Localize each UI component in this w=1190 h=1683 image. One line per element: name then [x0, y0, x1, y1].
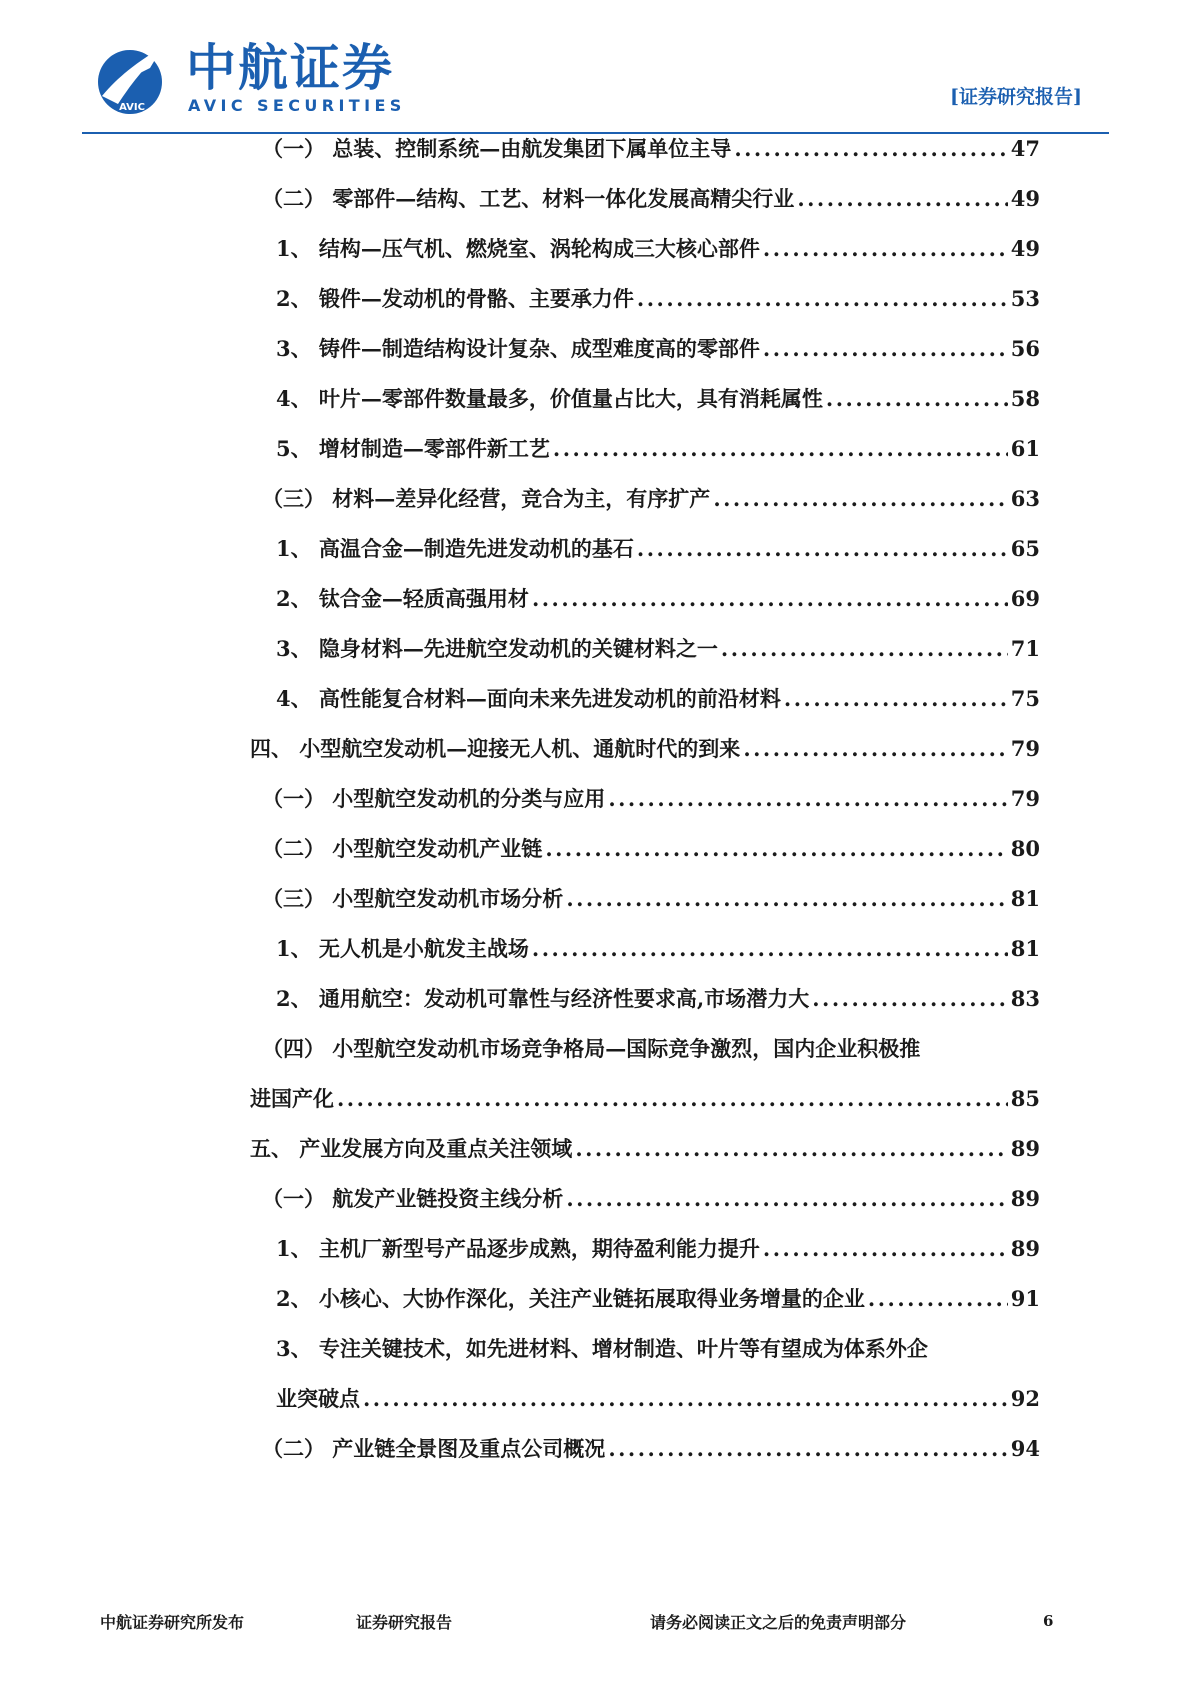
brand-name-en: AVIC SECURITIES	[188, 96, 406, 115]
toc-page-number: 49	[1010, 186, 1040, 211]
toc-leader-dots	[532, 934, 1008, 964]
toc-leader-dots	[763, 1234, 1008, 1264]
avic-logo-icon	[92, 38, 172, 118]
toc-page-number: 91	[1010, 1286, 1040, 1311]
document-type-label: [证券研究报告]	[950, 86, 1082, 108]
toc-entry[interactable]	[276, 934, 1040, 964]
toc-entry-title-continued: 进国产化	[250, 1086, 334, 1111]
toc-entry[interactable]	[276, 284, 1040, 314]
footer-disclaimer: 请务必阅读正文之后的免责声明部分	[650, 1613, 907, 1632]
toc-page-number: 80	[1010, 836, 1040, 861]
toc-entry-title: 4、 叶片—零部件数量最多，价值量占比大，具有消耗属性	[276, 386, 823, 411]
toc-leader-dots	[721, 634, 1008, 664]
toc-leader-dots	[608, 784, 1007, 814]
toc-entry-title: 2、 锻件—发动机的骨骼、主要承力件	[276, 286, 634, 311]
toc-page-number: 63	[1010, 486, 1040, 511]
toc-page-number: 47	[1010, 136, 1040, 161]
toc-entry[interactable]	[262, 834, 1040, 864]
toc-entry-title[interactable]: 3、 专注关键技术，如先进材料、增材制造、叶片等有望成为体系外企	[276, 1336, 928, 1361]
toc-entry[interactable]	[262, 134, 1040, 164]
toc-page-number: 69	[1010, 586, 1040, 611]
toc-leader-dots	[637, 284, 1008, 314]
toc-entry[interactable]	[276, 1384, 1040, 1414]
brand-name-cn: 中航证券	[186, 39, 394, 97]
toc-leader-dots	[566, 884, 1007, 914]
toc-entry-title: 3、 铸件—制造结构设计复杂、成型难度高的零部件	[276, 336, 760, 361]
toc-page-number: 58	[1010, 386, 1040, 411]
toc-entry[interactable]	[276, 684, 1040, 714]
toc-entry[interactable]	[262, 484, 1040, 514]
toc-page-number: 81	[1010, 936, 1040, 961]
toc-page-number: 75	[1010, 686, 1040, 711]
toc-leader-dots	[763, 334, 1008, 364]
toc-leader-dots	[763, 234, 1008, 264]
toc-leader-dots	[566, 1184, 1007, 1214]
toc-entry-title: 1、 无人机是小航发主战场	[276, 936, 529, 961]
toc-leader-dots	[797, 184, 1007, 214]
logo-text: AVIC	[119, 102, 145, 113]
toc-page-number: 94	[1010, 1436, 1040, 1461]
toc-leader-dots	[575, 1134, 1007, 1164]
toc-leader-dots	[545, 834, 1007, 864]
toc-page-number: 61	[1010, 436, 1040, 461]
toc-entry-title: （二） 小型航空发动机产业链	[262, 836, 543, 861]
toc-leader-dots	[743, 734, 1007, 764]
toc-entry[interactable]	[262, 1184, 1040, 1214]
toc-leader-dots	[784, 684, 1008, 714]
toc-entry[interactable]	[276, 384, 1040, 414]
toc-page-number: 85	[1010, 1086, 1040, 1111]
toc-leader-dots	[868, 1284, 1008, 1314]
footer-report-type: 证券研究报告	[356, 1613, 453, 1632]
toc-page-number: 49	[1010, 236, 1040, 261]
toc-page-number: 81	[1010, 886, 1040, 911]
toc-entry[interactable]	[250, 1084, 1040, 1114]
toc-entry-title: 四、 小型航空发动机—迎接无人机、通航时代的到来	[250, 736, 741, 761]
toc-page-number: 56	[1010, 336, 1040, 361]
page-footer	[0, 1600, 1190, 1640]
toc-entry-title-continued: 业突破点	[276, 1386, 360, 1411]
toc-page-number: 79	[1010, 786, 1040, 811]
toc-leader-dots	[713, 484, 1007, 514]
toc-page-number: 71	[1010, 636, 1040, 661]
toc-entry[interactable]	[276, 634, 1040, 664]
page-number: 6	[1043, 1612, 1054, 1630]
toc-page-number: 65	[1010, 536, 1040, 561]
toc-entry-title: 2、 钛合金—轻质高强用材	[276, 586, 529, 611]
footer-publisher: 中航证券研究所发布	[100, 1613, 245, 1632]
toc-entry[interactable]	[276, 584, 1040, 614]
toc-entry-title: 1、 主机厂新型号产品逐步成熟，期待盈利能力提升	[276, 1236, 760, 1261]
toc-leader-dots	[553, 434, 1008, 464]
toc-page-number: 79	[1010, 736, 1040, 761]
toc-leader-dots	[826, 384, 1008, 414]
toc-leader-dots	[608, 1434, 1007, 1464]
toc-entry[interactable]	[276, 234, 1040, 264]
toc-entry[interactable]	[276, 434, 1040, 464]
toc-entry[interactable]	[262, 184, 1040, 214]
toc-entry[interactable]	[262, 884, 1040, 914]
toc-page-number: 83	[1010, 986, 1040, 1011]
toc-entry[interactable]	[276, 984, 1040, 1014]
toc-entry-title: 五、 产业发展方向及重点关注领域	[250, 1136, 573, 1161]
toc-entry[interactable]	[276, 1234, 1040, 1264]
toc-entry-title: （一） 总装、控制系统—由航发集团下属单位主导	[262, 136, 732, 161]
toc-page-number: 53	[1010, 286, 1040, 311]
page-header	[0, 0, 1190, 140]
toc-entry[interactable]	[250, 734, 1040, 764]
toc-page-number: 92	[1010, 1386, 1040, 1411]
toc-leader-dots	[734, 134, 1007, 164]
toc-entry-title[interactable]: （四） 小型航空发动机市场竞争格局—国际竞争激烈，国内企业积极推	[262, 1036, 921, 1061]
toc-leader-dots	[637, 534, 1008, 564]
toc-entry[interactable]	[262, 784, 1040, 814]
toc-entry-title: 2、 小核心、大协作深化，关注产业链拓展取得业务增量的企业	[276, 1286, 865, 1311]
toc-entry[interactable]	[262, 1434, 1040, 1464]
toc-entry-title: 4、 高性能复合材料—面向未来先进发动机的前沿材料	[276, 686, 781, 711]
toc-entry-title: （三） 材料—差异化经营，竞合为主，有序扩产	[262, 486, 711, 511]
toc-entry-title: 1、 高温合金—制造先进发动机的基石	[276, 536, 634, 561]
toc-leader-dots	[532, 584, 1008, 614]
toc-leader-dots	[812, 984, 1008, 1014]
toc-page-number: 89	[1010, 1136, 1040, 1161]
toc-entry-title: （二） 产业链全景图及重点公司概况	[262, 1436, 606, 1461]
toc-entry-title: 2、 通用航空：发动机可靠性与经济性要求高,市场潜力大	[276, 986, 810, 1011]
toc-entry-title: （一） 小型航空发动机的分类与应用	[262, 786, 606, 811]
toc-entry[interactable]	[276, 1284, 1040, 1314]
toc-entry[interactable]	[276, 334, 1040, 364]
toc-entry-title: 1、 结构—压气机、燃烧室、涡轮构成三大核心部件	[276, 236, 760, 261]
toc-entry-title: （一） 航发产业链投资主线分析	[262, 1186, 564, 1211]
toc-page-number: 89	[1010, 1186, 1040, 1211]
toc-entry-title: （二） 零部件—结构、工艺、材料一体化发展高精尖行业	[262, 186, 795, 211]
toc-leader-dots	[337, 1084, 1008, 1114]
toc-page-number: 89	[1010, 1236, 1040, 1261]
toc-entry-title: （三） 小型航空发动机市场分析	[262, 886, 564, 911]
toc-entry[interactable]	[276, 534, 1040, 564]
toc-entry[interactable]	[250, 1134, 1040, 1164]
toc-leader-dots	[363, 1384, 1008, 1414]
toc-entry-title: 5、 增材制造—零部件新工艺	[276, 436, 550, 461]
toc-entry-title: 3、 隐身材料—先进航空发动机的关键材料之一	[276, 636, 718, 661]
